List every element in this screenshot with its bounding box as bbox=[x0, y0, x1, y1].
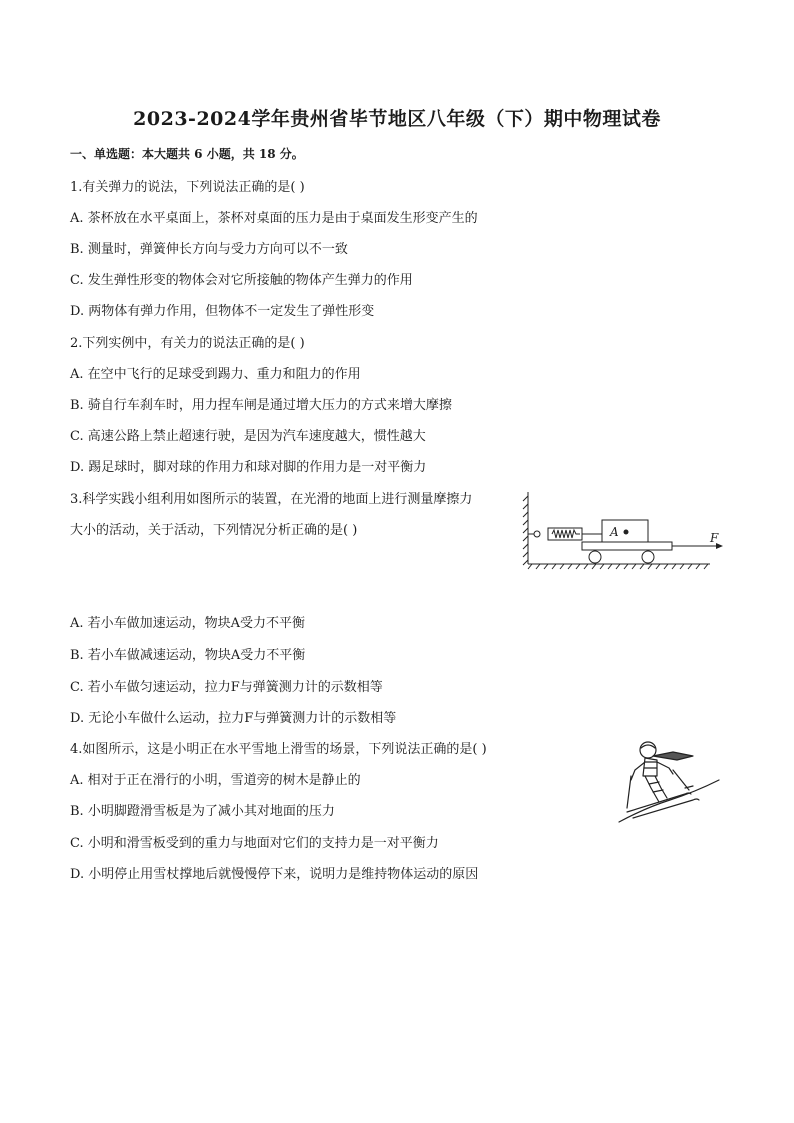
question-3-stem-line-1: 3.科学实践小组利用如图所示的装置，在光滑的地面上进行测量摩擦力 bbox=[70, 492, 473, 507]
question-2-option-a: A. 在空中飞行的足球受到踢力、重力和阻力的作用 bbox=[70, 367, 361, 382]
section-heading: 一、单选题：本大题共 6 小题，共 18 分。 bbox=[70, 147, 304, 161]
question-2-stem: 2.下列实例中，有关力的说法正确的是( ) bbox=[70, 336, 305, 351]
question-1-option-d: D. 两物体有弹力作用，但物体不一定发生了弹性形变 bbox=[70, 304, 375, 319]
block-a-label: A bbox=[610, 525, 619, 539]
question-2-option-d: D. 踢足球时，脚对球的作用力和球对脚的作用力是一对平衡力 bbox=[70, 460, 427, 475]
question-1-stem: 1.有关弹力的说法，下列说法正确的是( ) bbox=[70, 180, 305, 195]
question-4-stem: 4.如图所示，这是小明正在水平雪地上滑雪的场景，下列说法正确的是( ) bbox=[70, 742, 487, 757]
question-4-option-d: D. 小明停止用雪杖撑地后就慢慢停下来，说明力是维持物体运动的原因 bbox=[70, 867, 479, 882]
question-4-option-c: C. 小明和滑雪板受到的重力与地面对它们的支持力是一对平衡力 bbox=[70, 836, 439, 851]
question-1-option-c: C. 发生弹性形变的物体会对它所接触的物体产生弹力的作用 bbox=[70, 273, 413, 288]
question-3-stem-line-2: 大小的活动，关于活动，下列情况分析正确的是( ) bbox=[70, 523, 358, 538]
question-3-option-d: D. 无论小车做什么运动，拉力F与弹簧测力计的示数相等 bbox=[70, 711, 397, 726]
question-3-option-b: B. 若小车做减速运动，物块A受力不平衡 bbox=[70, 648, 306, 663]
skier-figure bbox=[615, 736, 725, 828]
question-4-option-b: B. 小明脚蹬滑雪板是为了减小其对地面的压力 bbox=[70, 804, 335, 819]
page-title: 2023-2024学年贵州省毕节地区八年级（下）期中物理试卷 bbox=[133, 108, 661, 130]
question-4-option-a: A. 相对于正在滑行的小明，雪道旁的树木是静止的 bbox=[70, 773, 361, 788]
force-f-label: F bbox=[710, 531, 719, 545]
question-1-option-b: B. 测量时，弹簧伸长方向与受力方向可以不一致 bbox=[70, 242, 348, 257]
spring-cart-figure bbox=[520, 488, 725, 574]
question-3-option-a: A. 若小车做加速运动，物块A受力不平衡 bbox=[70, 616, 306, 631]
question-1-option-a: A. 茶杯放在水平桌面上，茶杯对桌面的压力是由于桌面发生形变产生的 bbox=[70, 211, 478, 226]
question-2-option-b: B. 骑自行车刹车时，用力捏车闸是通过增大压力的方式来增大摩擦 bbox=[70, 398, 452, 413]
question-2-option-c: C. 高速公路上禁止超速行驶，是因为汽车速度越大，惯性越大 bbox=[70, 429, 426, 444]
question-3-option-c: C. 若小车做匀速运动，拉力F与弹簧测力计的示数相等 bbox=[70, 680, 383, 695]
